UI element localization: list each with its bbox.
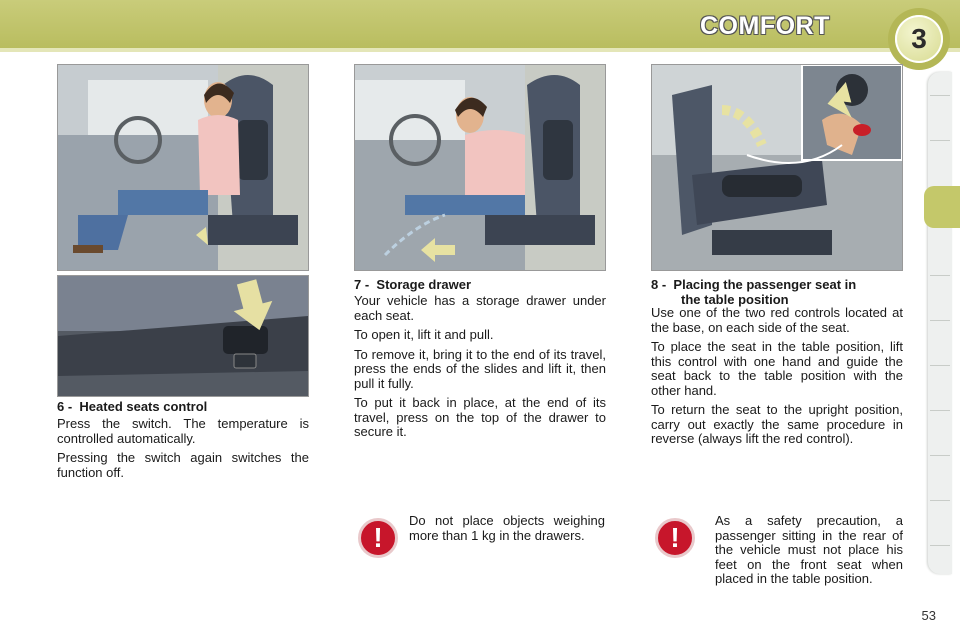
heated-switch-illustration [58, 276, 308, 396]
section-8-paragraph: To place the seat in the table position, lift this control with one hand and guide the seat back to the table position with the other hand. [651, 339, 903, 398]
chapter-tab-active[interactable] [924, 186, 960, 228]
tab-divider [930, 545, 950, 546]
warning-safety-text: As a safety precaution, a passenger sitting in the rear of the vehicle must not place his feet on the front seat when placed in the table position. [715, 513, 903, 586]
section-8-paragraph: Use one of the two red controls located at the base, on each side of the seat. [651, 305, 903, 335]
photo-heated-switch [57, 275, 309, 397]
header-divider [0, 48, 960, 52]
section-8-number: 8 - [651, 277, 667, 292]
photo-storage-drawer [354, 64, 606, 271]
section-6-title: Heated seats control [79, 399, 208, 414]
tab-divider [930, 500, 950, 501]
section-8-title-line1: Placing the passenger seat in [673, 277, 857, 292]
warning-drawer-text: Do not place objects weighing more than 1 kg in the drawers. [409, 513, 605, 543]
section-6-paragraph: Pressing the switch again switches the function off. [57, 450, 309, 480]
section-7-paragraph: To remove it, bring it to the end of its travel, press the ends of the slides and lift it, then pull it fully. [354, 346, 606, 391]
section-8-body [651, 306, 903, 452]
storage-drawer-illustration [355, 65, 605, 270]
section-7-paragraph: To open it, lift it and pull. [354, 327, 494, 342]
section-8-paragraph: To return the seat to the upright position, carry out exactly the same procedure in reverse (always lift the red control). [651, 402, 903, 446]
page-number: 53 [921, 608, 936, 623]
tab-divider [930, 95, 950, 96]
section-7-paragraph: Your vehicle has a storage drawer under each seat. [354, 293, 606, 323]
section-7-title: Storage drawer [376, 277, 472, 292]
chapter-number: 3 [911, 23, 927, 54]
tab-divider [930, 365, 950, 366]
section-7-body [354, 294, 606, 445]
photo-table-position [651, 64, 903, 271]
tab-divider [930, 140, 950, 141]
tab-divider [930, 275, 950, 276]
tab-divider [930, 455, 950, 456]
chapter-title: COMFORT [700, 12, 830, 40]
section-7-heading [354, 278, 606, 293]
tab-divider [930, 410, 950, 411]
warning-icon: ! [655, 518, 695, 558]
section-6-number: 6 - [57, 399, 73, 414]
tab-divider [930, 320, 950, 321]
section-8-title-line2: the table position [681, 291, 789, 307]
photo-driver-seat [57, 64, 309, 271]
table-position-illustration [652, 65, 902, 270]
section-8-heading [651, 278, 903, 307]
chapter-tab-strip [928, 72, 952, 574]
warning-icon: ! [358, 518, 398, 558]
section-6-paragraph: Press the switch. The temperature is controlled automatically. [57, 416, 309, 446]
section-7-paragraph: To put it back in place, at the end of its travel, press on the top of the drawer to secure it. [354, 395, 606, 439]
section-6-heading [57, 400, 309, 415]
section-7-number: 7 - [354, 277, 370, 292]
driver-seat-illustration [58, 65, 308, 270]
section-6-body [57, 417, 309, 485]
